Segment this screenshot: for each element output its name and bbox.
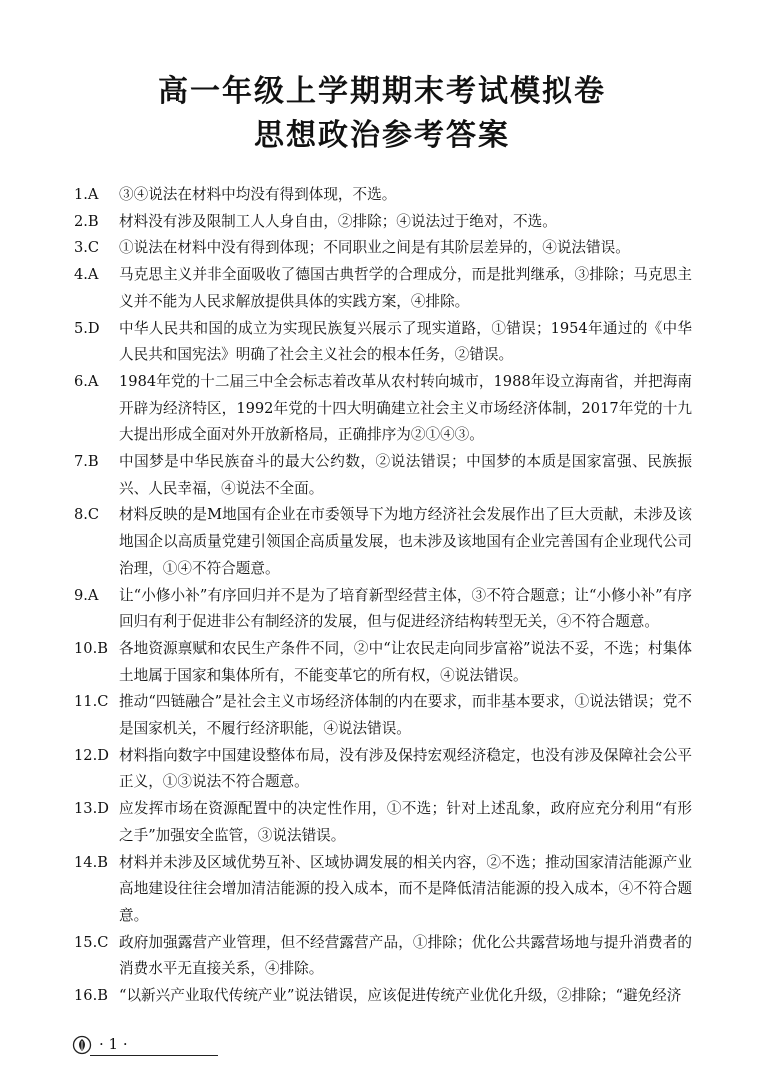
page-footer xyxy=(72,1033,222,1057)
answer-number: 4.A xyxy=(74,266,99,284)
answer-text: 材料指向数字中国建设整体布局，没有涉及保持宏观经济稳定，也没有涉及保障社会公平正义，①③说法不符合题意。 xyxy=(119,746,692,791)
answer-item xyxy=(74,449,692,502)
answer-item xyxy=(74,502,692,582)
answer-text: ①说法在材料中没有得到体现；不同职业之间是有其阶层差异的，④说法错误。 xyxy=(119,239,630,257)
answer-number: 6.A xyxy=(74,372,99,390)
answer-text: 应发挥市场在资源配置中的决定性作用，①不选；针对上述乱象，政府应充分利用“有形之手”加强安全监管，③说法错误。 xyxy=(119,800,692,844)
answer-item xyxy=(74,262,692,315)
answer-item xyxy=(74,930,692,983)
answer-text: 材料并未涉及区域优势互补、区域协调发展的相关内容，②不选；推动国家清洁能源产业高地建设往往会增加清洁能源的投入成本，而不是降低清洁能源的投入成本，④不符合题意。 xyxy=(119,853,692,924)
answer-number: 12.D xyxy=(74,746,109,764)
answer-list xyxy=(74,182,692,1010)
answer-item xyxy=(74,850,692,930)
answer-item xyxy=(74,743,692,796)
answer-text: ③④说法在材料中均没有得到体现，不选。 xyxy=(119,186,397,203)
answer-number: 8.C xyxy=(74,506,100,524)
answer-number: 14.B xyxy=(74,853,108,871)
answer-item xyxy=(74,316,692,369)
page-number: · 1 · xyxy=(99,1035,128,1053)
answer-text: 马克思主义并非全面吸收了德国古典哲学的合理成分，而是批判继承，③排除；马克思主义并不能为人民求解放提供具体的实践方案，④排除。 xyxy=(119,266,692,310)
answer-item xyxy=(74,583,692,636)
answer-item xyxy=(74,983,692,1010)
answer-item xyxy=(74,796,692,849)
answer-text: 政府加强露营产业管理，但不经营露营产品，①排除；优化公共露营场地与提升消费者的消费水平无直接关系，④排除。 xyxy=(119,933,692,978)
answer-number: 3.C xyxy=(74,239,100,257)
answer-number: 9.A xyxy=(74,586,99,604)
answer-text: 材料反映的是M地国有企业在市委领导下为地方经济社会发展作出了巨大贡献，未涉及该地国企以高质量党建引领国企高质量发展，也未涉及该地国有企业完善国有企业现代公司治理，①④不符合题意。 xyxy=(119,506,692,577)
answer-number: 11.C xyxy=(74,693,109,711)
page-subtitle: 思想政治参考答案 xyxy=(254,118,510,153)
answer-number: 5.D xyxy=(74,319,100,337)
answer-item xyxy=(74,369,692,449)
answer-item xyxy=(74,235,692,262)
answer-number: 1.A xyxy=(74,186,99,203)
answer-number: 15.C xyxy=(74,933,109,951)
answer-text: 中华人民共和国的成立为实现民族复兴展示了现实道路，①错误；1954年通过的《中华人民共和国宪法》明确了社会主义社会的根本任务，②错误。 xyxy=(119,319,692,364)
answer-text: 中国梦是中华民族奋斗的最大公约数，②说法错误；中国梦的本质是国家富强、民族振兴、人民幸福，④说法不全面。 xyxy=(119,453,692,497)
answer-item xyxy=(74,209,692,236)
answer-item xyxy=(74,182,692,209)
title-block xyxy=(0,70,764,158)
answer-text: “以新兴产业取代传统产业”说法错误，应该促进传统产业优化升级，②排除；“避免经济 xyxy=(119,987,682,1005)
page-title: 高一年级上学期期末考试模拟卷 xyxy=(158,74,606,109)
answer-number: 2.B xyxy=(74,212,99,230)
footer-divider xyxy=(90,1055,218,1056)
answer-text: 各地资源禀赋和农民生产条件不同，②中“让农民走向同步富裕”说法不妥，不选；村集体土地属于国家和集体所有，不能变革它的所有权，④说法错误。 xyxy=(119,639,692,684)
answer-text: 材料没有涉及限制工人人身自由，②排除；④说法过于绝对，不选。 xyxy=(119,212,557,230)
answer-number: 16.B xyxy=(74,987,108,1005)
answer-item xyxy=(74,636,692,689)
answer-number: 10.B xyxy=(74,639,108,657)
answer-text: 推动“四链融合”是社会主义市场经济体制的内在要求，而非基本要求，①说法错误；党不是国家机关，不履行经济职能，④说法错误。 xyxy=(119,693,692,738)
answer-number: 7.B xyxy=(74,453,99,471)
leaf-emblem-icon xyxy=(72,1035,92,1055)
answer-item xyxy=(74,689,692,742)
answer-text: 1984年党的十二届三中全会标志着改革从农村转向城市，1988年设立海南省，并把海南开辟为经济特区，1992年党的十四大明确建立社会主义市场经济体制，2017年党的十九大提出形成全面对外开放新格局，正确排序为②①④③。 xyxy=(119,372,692,444)
answer-text: 让“小修小补”有序回归并不是为了培育新型经营主体，③不符合题意；让“小修小补”有序回归有利于促进非公有制经济的发展，但与促进经济结构转型无关，④不符合题意。 xyxy=(119,586,692,631)
answer-number: 13.D xyxy=(74,800,109,818)
